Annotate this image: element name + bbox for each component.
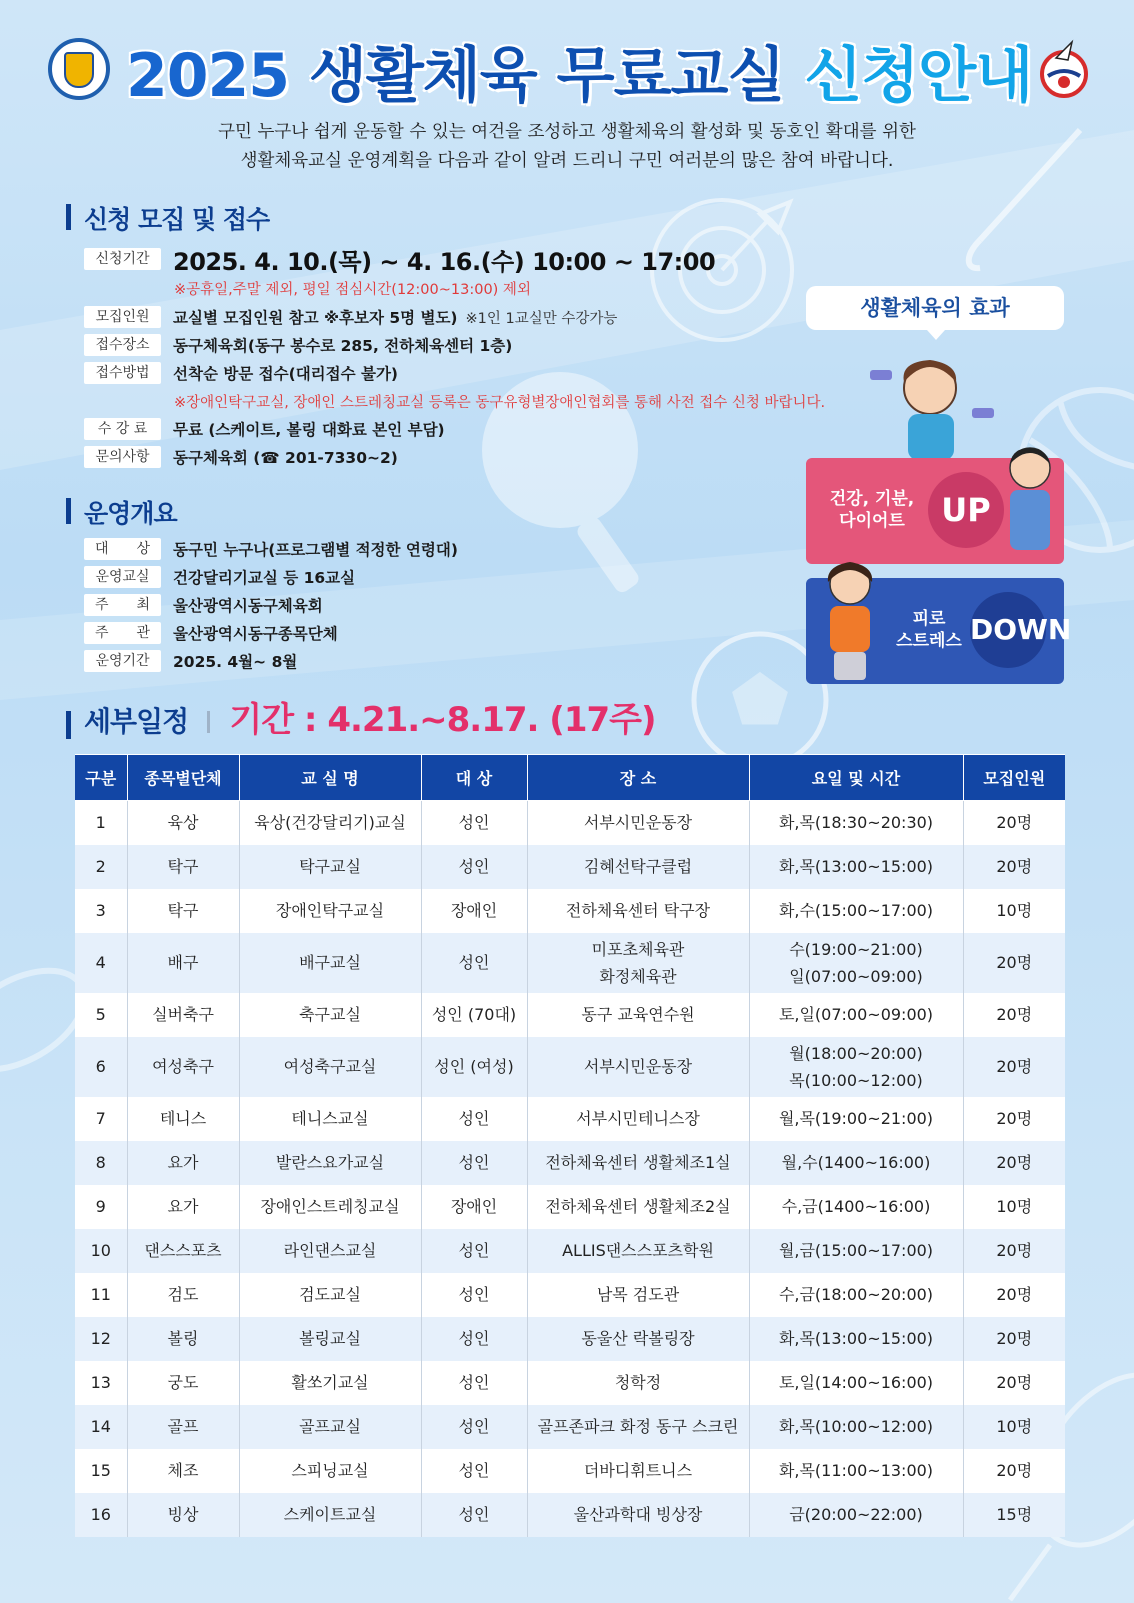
fee-label: 수 강 료 bbox=[84, 418, 161, 440]
title-main: 생활체육 무료교실 bbox=[308, 41, 785, 111]
column-header: 종목별단체 bbox=[127, 755, 239, 801]
table-cell: 김혜선탁구클럽 bbox=[527, 845, 749, 889]
table-cell: 7 bbox=[75, 1097, 127, 1141]
table-cell: 궁도 bbox=[127, 1361, 239, 1405]
table-cell: 검도 bbox=[127, 1273, 239, 1317]
table-cell: 남목 검도관 bbox=[527, 1273, 749, 1317]
table-cell: 20명 bbox=[963, 1449, 1065, 1493]
table-cell: 월,수(1400~16:00) bbox=[749, 1141, 963, 1185]
table-cell: 전하체육센터 생활체조1실 bbox=[527, 1141, 749, 1185]
table-cell: 10명 bbox=[963, 889, 1065, 933]
op-period-label: 운영기간 bbox=[84, 650, 161, 672]
table-row bbox=[75, 1317, 1065, 1361]
table-cell: 성인 bbox=[421, 1141, 527, 1185]
effect-card-down bbox=[806, 578, 1072, 684]
intro-line-2: 생활체육교실 운영계획을 다음과 같이 알려 드리니 구민 여러분의 많은 참여 바랍니다. bbox=[240, 151, 894, 171]
recruit-section-title: 신청 모집 및 접수 bbox=[66, 200, 269, 236]
table-cell: 축구교실 bbox=[239, 993, 421, 1037]
intro-text bbox=[0, 118, 1134, 176]
schedule-separator bbox=[207, 711, 210, 733]
table-cell: 탁구 bbox=[127, 845, 239, 889]
table-cell: 5 bbox=[75, 993, 127, 1037]
period-label: 신청기간 bbox=[84, 248, 161, 270]
table-cell: 스피닝교실 bbox=[239, 1449, 421, 1493]
fee-value: 무료 (스케이트, 볼링 대화료 본인 부담) bbox=[173, 421, 445, 439]
table-cell: 10명 bbox=[963, 1185, 1065, 1229]
table-row bbox=[75, 1273, 1065, 1317]
recruit-period-row bbox=[84, 247, 716, 276]
table-cell: 청학정 bbox=[527, 1361, 749, 1405]
table-cell-line: 화정체육관 bbox=[599, 966, 677, 986]
schedule-section-title: 세부일정 bbox=[66, 705, 188, 738]
target-value: 동구민 누구나(프로그램별 적정한 연령대) bbox=[173, 541, 458, 559]
column-header: 장 소 bbox=[527, 755, 749, 801]
table-cell: 20명 bbox=[963, 1361, 1065, 1405]
table-cell: 발란스요가교실 bbox=[239, 1141, 421, 1185]
recruit-place-row bbox=[84, 334, 512, 356]
table-cell: 20명 bbox=[963, 1037, 1065, 1097]
dong-gu-emblem-icon bbox=[1038, 38, 1090, 100]
table-cell-line: 수(19:00~21:00) bbox=[789, 939, 923, 959]
table-cell: 요가 bbox=[127, 1185, 239, 1229]
table-row bbox=[75, 1141, 1065, 1185]
host-value: 울산광역시동구체육회 bbox=[173, 597, 323, 615]
table-cell: 라인댄스교실 bbox=[239, 1229, 421, 1273]
period-value: 2025. 4. 10.(목) ~ 4. 16.(수) 10:00 ~ 17:00 bbox=[173, 247, 716, 276]
table-cell: 서부시민테니스장 bbox=[527, 1097, 749, 1141]
effect-card-up bbox=[806, 458, 1064, 564]
table-cell: 서부시민운동장 bbox=[527, 801, 749, 845]
effects-title-bubble: 생활체육의 효과 bbox=[806, 286, 1064, 330]
table-cell: 동울산 락볼링장 bbox=[527, 1317, 749, 1361]
woman-thumbs-up-illustration bbox=[812, 558, 888, 682]
table-row bbox=[75, 1449, 1065, 1493]
table-cell: 금(20:00~22:00) bbox=[749, 1493, 963, 1537]
table-cell: 스케이트교실 bbox=[239, 1493, 421, 1537]
organizer-label: 주 관 bbox=[84, 622, 161, 644]
table-cell: 장애인스트레칭교실 bbox=[239, 1185, 421, 1229]
table-cell: 토,일(14:00~16:00) bbox=[749, 1361, 963, 1405]
table-cell: 14 bbox=[75, 1405, 127, 1449]
table-cell: 성인 bbox=[421, 933, 527, 993]
page-title bbox=[126, 28, 1032, 114]
table-cell: 탁구 bbox=[127, 889, 239, 933]
table-cell: 월,금(15:00~17:00) bbox=[749, 1229, 963, 1273]
table-row bbox=[75, 1361, 1065, 1405]
overview-organizer-row bbox=[84, 622, 338, 644]
table-cell: 20명 bbox=[963, 1273, 1065, 1317]
table-row bbox=[75, 993, 1065, 1037]
count-label: 모집인원 bbox=[84, 306, 161, 328]
contact-value: 동구체육회 (☎ 201-7330~2) bbox=[173, 449, 398, 467]
table-cell: 15명 bbox=[963, 1493, 1065, 1537]
table-cell: 성인 bbox=[421, 1493, 527, 1537]
table-cell: 전하체육센터 생활체조2실 bbox=[527, 1185, 749, 1229]
method-note: ※장애인탁구교실, 장애인 스트레칭교실 등록은 동구유형별장애인협회를 통해 사전 접수 신청 바랍니다. bbox=[174, 395, 826, 411]
table-cell: 화,목(11:00~13:00) bbox=[749, 1449, 963, 1493]
up-text-line-1: 건강, 기분, bbox=[829, 489, 915, 509]
host-label: 주 최 bbox=[84, 594, 161, 616]
down-badge: DOWN bbox=[970, 592, 1046, 668]
count-value: 교실별 모집인원 참고 ※후보자 5명 별도) bbox=[173, 309, 458, 327]
table-cell: 10명 bbox=[963, 1405, 1065, 1449]
table-row bbox=[75, 845, 1065, 889]
table-cell: 화,목(13:00~15:00) bbox=[749, 845, 963, 889]
table-cell: 수,금(1400~16:00) bbox=[749, 1185, 963, 1229]
table-row bbox=[75, 1405, 1065, 1449]
column-header: 구분 bbox=[75, 755, 127, 801]
table-cell: 탁구교실 bbox=[239, 845, 421, 889]
table-cell: 더바디휘트니스 bbox=[527, 1449, 749, 1493]
table-cell: 골프존파크 화정 동구 스크린 bbox=[527, 1405, 749, 1449]
overview-classes-row bbox=[84, 566, 355, 588]
table-cell: 20명 bbox=[963, 801, 1065, 845]
up-text bbox=[824, 488, 920, 532]
place-label: 접수장소 bbox=[84, 334, 161, 356]
column-header: 요일 및 시간 bbox=[749, 755, 963, 801]
table-cell: 화,목(13:00~15:00) bbox=[749, 1317, 963, 1361]
table-cell: 8 bbox=[75, 1141, 127, 1185]
count-note: ※1인 1교실만 수강가능 bbox=[465, 310, 618, 327]
table-row bbox=[75, 1493, 1065, 1537]
schedule-table-body bbox=[75, 801, 1065, 1537]
schedule-table bbox=[75, 754, 1065, 1537]
table-cell: 12 bbox=[75, 1317, 127, 1361]
table-cell bbox=[749, 1037, 963, 1097]
table-cell: 서부시민운동장 bbox=[527, 1037, 749, 1097]
table-cell: 성인 bbox=[421, 1273, 527, 1317]
table-cell: 20명 bbox=[963, 1229, 1065, 1273]
table-cell: 배구교실 bbox=[239, 933, 421, 993]
woman-with-dumbbells-illustration bbox=[868, 352, 1008, 462]
table-cell: ALLIS댄스스포츠학원 bbox=[527, 1229, 749, 1273]
table-cell: 20명 bbox=[963, 1097, 1065, 1141]
table-cell: 2 bbox=[75, 845, 127, 889]
table-cell: 볼링 bbox=[127, 1317, 239, 1361]
table-cell: 골프교실 bbox=[239, 1405, 421, 1449]
table-cell: 테니스 bbox=[127, 1097, 239, 1141]
table-cell-line: 목(10:00~12:00) bbox=[789, 1070, 923, 1090]
method-value: 선착순 방문 접수(대리접수 불가) bbox=[173, 365, 399, 383]
table-cell: 20명 bbox=[963, 933, 1065, 993]
table-cell bbox=[527, 933, 749, 993]
table-cell: 여성축구 bbox=[127, 1037, 239, 1097]
table-cell: 빙상 bbox=[127, 1493, 239, 1537]
header bbox=[0, 28, 1134, 118]
table-cell: 댄스스포츠 bbox=[127, 1229, 239, 1273]
table-row bbox=[75, 1185, 1065, 1229]
table-cell: 육상 bbox=[127, 801, 239, 845]
place-value: 동구체육회(동구 봉수로 285, 전하체육센터 1층) bbox=[173, 337, 513, 355]
table-cell: 11 bbox=[75, 1273, 127, 1317]
table-cell: 15 bbox=[75, 1449, 127, 1493]
table-cell: 성인 bbox=[421, 1229, 527, 1273]
table-cell: 장애인 bbox=[421, 889, 527, 933]
table-cell: 월,목(19:00~21:00) bbox=[749, 1097, 963, 1141]
table-cell: 성인 bbox=[421, 1405, 527, 1449]
table-cell: 성인 (여성) bbox=[421, 1037, 527, 1097]
table-cell: 4 bbox=[75, 933, 127, 993]
overview-host-row bbox=[84, 594, 323, 616]
table-row bbox=[75, 933, 1065, 993]
man-thumbs-up-illustration bbox=[998, 442, 1062, 552]
schedule-table-header-row bbox=[75, 755, 1065, 801]
down-text-line-2: 스트레스 bbox=[896, 631, 962, 651]
table-cell-line: 월(18:00~20:00) bbox=[789, 1043, 923, 1063]
table-cell: 3 bbox=[75, 889, 127, 933]
table-cell: 9 bbox=[75, 1185, 127, 1229]
table-cell: 20명 bbox=[963, 845, 1065, 889]
table-cell: 성인 (70대) bbox=[421, 993, 527, 1037]
recruit-method-row bbox=[84, 362, 398, 384]
table-cell: 전하체육센터 탁구장 bbox=[527, 889, 749, 933]
intro-line-1: 구민 누구나 쉽게 운동할 수 있는 여건을 조성하고 생활체육의 활성화 및 동호인 확대를 위한 bbox=[218, 122, 916, 142]
table-cell: 화,수(15:00~17:00) bbox=[749, 889, 963, 933]
contact-label: 문의사항 bbox=[84, 446, 161, 468]
table-cell: 장애인 bbox=[421, 1185, 527, 1229]
recruit-fee-row bbox=[84, 418, 445, 440]
column-header: 모집인원 bbox=[963, 755, 1065, 801]
target-label: 대 상 bbox=[84, 538, 161, 560]
table-cell: 20명 bbox=[963, 1317, 1065, 1361]
organizer-value: 울산광역시동구종목단체 bbox=[173, 625, 338, 643]
table-row bbox=[75, 1229, 1065, 1273]
table-cell: 성인 bbox=[421, 801, 527, 845]
table-cell: 볼링교실 bbox=[239, 1317, 421, 1361]
table-cell: 검도교실 bbox=[239, 1273, 421, 1317]
overview-period-row bbox=[84, 650, 297, 672]
recruit-contact-row bbox=[84, 446, 398, 468]
table-row bbox=[75, 889, 1065, 933]
schedule-period: 기간 : 4.21.~8.17. (17주) bbox=[229, 700, 656, 740]
down-text-line-1: 피로 bbox=[912, 609, 946, 629]
table-cell: 성인 bbox=[421, 1097, 527, 1141]
table-cell-line: 미포초체육관 bbox=[591, 939, 685, 959]
table-cell: 20명 bbox=[963, 993, 1065, 1037]
table-cell: 요가 bbox=[127, 1141, 239, 1185]
table-cell: 1 bbox=[75, 801, 127, 845]
recruit-count-row bbox=[84, 306, 617, 328]
overview-target-row bbox=[84, 538, 458, 560]
table-cell: 20명 bbox=[963, 1141, 1065, 1185]
method-label: 접수방법 bbox=[84, 362, 161, 384]
classes-value: 건강달리기교실 등 16교실 bbox=[173, 569, 356, 587]
up-text-line-2: 다이어트 bbox=[839, 511, 905, 531]
table-cell: 10 bbox=[75, 1229, 127, 1273]
title-year: 2025 bbox=[126, 41, 289, 111]
table-cell bbox=[749, 933, 963, 993]
period-note: ※공휴일,주말 제외, 평일 점심시간(12:00~13:00) 제외 bbox=[174, 282, 531, 298]
table-cell: 실버축구 bbox=[127, 993, 239, 1037]
down-text bbox=[886, 608, 972, 652]
table-cell: 배구 bbox=[127, 933, 239, 993]
table-cell: 동구 교육연수원 bbox=[527, 993, 749, 1037]
column-header: 교 실 명 bbox=[239, 755, 421, 801]
table-cell: 울산과학대 빙상장 bbox=[527, 1493, 749, 1537]
op-period-value: 2025. 4월~ 8월 bbox=[173, 653, 298, 671]
classes-label: 운영교실 bbox=[84, 566, 161, 588]
table-row bbox=[75, 1037, 1065, 1097]
schedule-header bbox=[66, 692, 656, 741]
table-cell: 성인 bbox=[421, 1449, 527, 1493]
table-cell: 16 bbox=[75, 1493, 127, 1537]
dong-gu-sports-council-logo bbox=[48, 38, 110, 100]
table-row bbox=[75, 1097, 1065, 1141]
table-cell: 장애인탁구교실 bbox=[239, 889, 421, 933]
overview-section-title: 운영개요 bbox=[66, 494, 177, 530]
table-cell: 성인 bbox=[421, 845, 527, 889]
table-cell: 화,목(10:00~12:00) bbox=[749, 1405, 963, 1449]
column-header: 대 상 bbox=[421, 755, 527, 801]
table-cell: 활쏘기교실 bbox=[239, 1361, 421, 1405]
table-cell: 테니스교실 bbox=[239, 1097, 421, 1141]
up-badge: UP bbox=[928, 472, 1004, 548]
table-cell: 수,금(18:00~20:00) bbox=[749, 1273, 963, 1317]
table-cell: 6 bbox=[75, 1037, 127, 1097]
table-cell: 골프 bbox=[127, 1405, 239, 1449]
table-cell: 체조 bbox=[127, 1449, 239, 1493]
table-cell: 육상(건강달리기)교실 bbox=[239, 801, 421, 845]
table-cell-line: 일(07:00~09:00) bbox=[789, 966, 923, 986]
table-cell: 성인 bbox=[421, 1317, 527, 1361]
table-cell: 여성축구교실 bbox=[239, 1037, 421, 1097]
shield-icon bbox=[64, 52, 94, 88]
table-cell: 성인 bbox=[421, 1361, 527, 1405]
title-accent: 신청안내 bbox=[804, 41, 1033, 111]
table-cell: 13 bbox=[75, 1361, 127, 1405]
table-cell: 토,일(07:00~09:00) bbox=[749, 993, 963, 1037]
table-row bbox=[75, 801, 1065, 845]
table-cell: 화,목(18:30~20:30) bbox=[749, 801, 963, 845]
